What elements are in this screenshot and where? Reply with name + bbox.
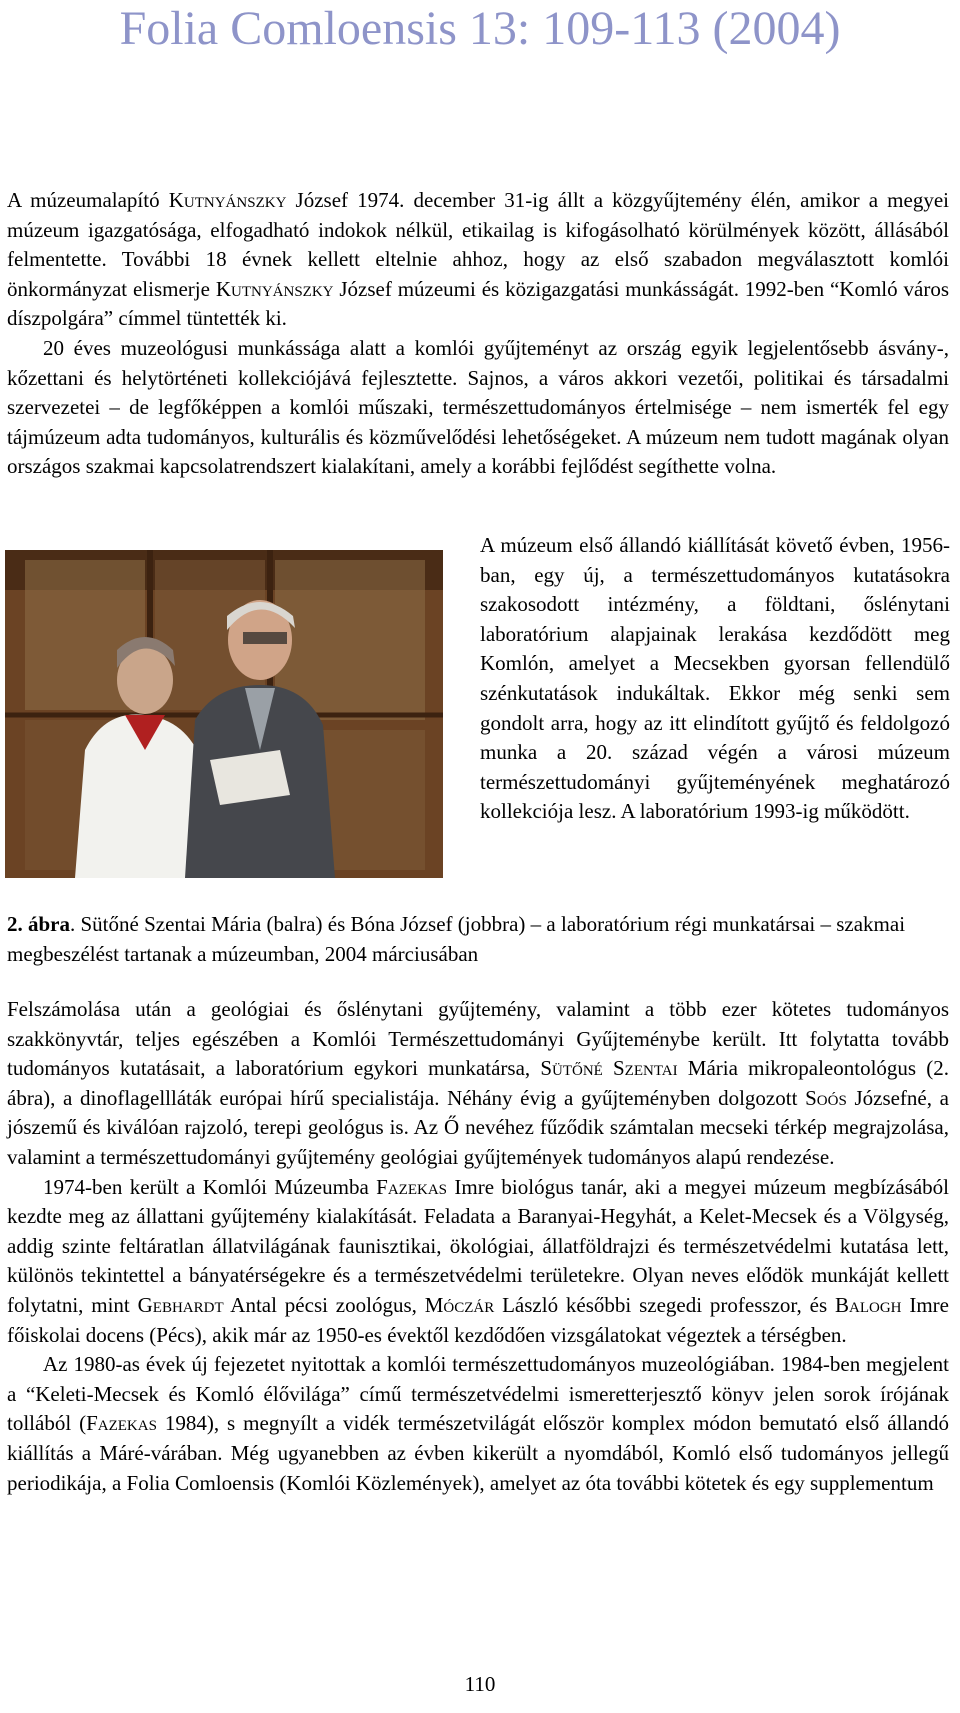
text-run: A múzeumalapító bbox=[7, 188, 169, 212]
author-name: Soós bbox=[805, 1085, 847, 1110]
author-name: Fazekas bbox=[86, 1411, 157, 1436]
figure-photo bbox=[5, 550, 443, 878]
right-column-text: A múzeum első állandó kiállítását követő évben, 1956-ban, egy új, a természettudományos kutatásokra szakosodott intézmény, a földtani, őslénytani laboratórium alapjainak lerakása kezdődött meg Komlón, amelyet a Mecsekben gyorsan fellendülő szénkutatások indukáltak. Ekkor még senki sem gondolt arra, hogy az itt elindított gyűjtő és feldolgozó munka a 20. század végén a városi múzeum természettudományi gyűjteményének meghatározó kollekciója lesz. A laboratórium 1993-ig működött. bbox=[480, 533, 950, 824]
photo-illustration bbox=[5, 550, 443, 878]
author-name: Balogh bbox=[834, 1292, 902, 1317]
paragraph-zoology bbox=[7, 1173, 949, 1351]
paragraph-1980s bbox=[7, 1350, 949, 1498]
text-run: Mária mikropaleontológus (2. ábra), a dinoflagellláták európai hírű specialistája. Néhány évig a gyűjteményben dolgozott bbox=[7, 1056, 949, 1110]
paragraph-dismissal bbox=[7, 186, 949, 334]
page-number: 110 bbox=[464, 1672, 496, 1696]
text-run: Felszámolása után a geológiai és őslénytani gyűjtemény, valamint a több ezer kötetes tudományos szakkönyvtár, teljes egészében a Komlói Természettudományi Gyűjteménybe került. Itt folytatta tovább tudományos kutatásait, a laboratórium egykori munkatársa, bbox=[7, 997, 949, 1081]
text-run: Józsefné, a jószemű és kiválóan rajzoló, terepi geológus is. Az Ő nevéhez fűződik számtalan mecseki térkép megrajzolása, valamint a természettudományi gyűjtemény geológiai gyűjtemények tudományos alapú rendezése. bbox=[7, 1085, 949, 1169]
text-run: 1984), s megnyílt a vidék természetvilágát először komplex módon bemutató első állandó kiállítás a Máré-várában. Még ugyanebben az évben kikerült a nyomdából, Komló első tudományos jellegű periodikája, a Folia Comloensis (Komlói Közlemények), amelyet az óta további kötetek és egy supplementum bbox=[7, 1411, 949, 1495]
author-name: Móczár bbox=[424, 1292, 495, 1317]
intro-text bbox=[7, 186, 949, 482]
journal-header: Folia Comloensis 13: 109-113 (2004) bbox=[119, 2, 841, 55]
figure-caption-text: . Sütőné Szentai Mária (balra) és Bóna József (jobbra) – a laboratórium régi munkatársai – szakmai megbeszélést tartanak a múzeumban, 2004 márciusában bbox=[7, 912, 906, 966]
text-run: 1974-ben került a Komlói Múzeumba bbox=[43, 1174, 377, 1199]
text-run: László későbbi szegedi professzor, és bbox=[494, 1292, 835, 1317]
text-run: Antal pécsi zoológus, bbox=[223, 1292, 425, 1317]
text-run: József 1974. december 31-ig állt a közgyűjtemény élén, amikor a megyei múzeum igazgatósága, elfogadható indokok nélkül, etikailag is kifogásolható körülmények között, állásából felmentette. További 18 évnek kellett eltelnie ahhoz, hogy az első szabadon megválasztott komlói önkormányzat elismerje bbox=[7, 188, 949, 301]
text-run: Imre főiskolai docens (Pécs), akik már az 1950-es évektől kezdődően vizsgálatokat végeztek a térségben. bbox=[7, 1292, 949, 1347]
figure-label: 2. ábra bbox=[7, 912, 70, 936]
text-run: Imre biológus tanár, aki a megyei múzeum megbízásából kezdte meg az állattani gyűjtemény kialakítását. Feladata a Baranyai-Hegyhát, a Kelet-Mecsek és a Völgység, addig szinte feltáratlan állatvilágának faunisztikai, ökológiai, állatföldrajzi és természetvédelmi kutatása lett, különös tekintettel a bányatérségekre és a természetvédelmi területekre. Olyan neves elődök munkáját kellett folytatni, mint bbox=[7, 1174, 949, 1317]
paragraph-museologist-work bbox=[7, 334, 949, 482]
text-run: Az 1980-as évek új fejezetet nyitottak a komlói természettudományos muzeológiában. 1984-ben megjelent a “Keleti-Mecsek és Komló élővilága” című természetvédelmi ismeretterjesztő könyv jelen sorok írójának tollából ( bbox=[7, 1352, 949, 1436]
author-name: Fazekas bbox=[376, 1174, 448, 1199]
body-text bbox=[7, 995, 949, 1498]
author-name: Sütőné Szentai bbox=[540, 1056, 678, 1081]
author-name: Kutnyánszky bbox=[215, 276, 334, 301]
paragraph-collection bbox=[7, 995, 949, 1173]
text-run: 20 éves muzeológusi munkássága alatt a komlói gyűjteményt az ország egyik legjelentősebb ásvány-, kőzettani és helytörténeti kollekciójává fejlesztette. Sajnos, a város akkori vezetői, politikai és társadalmi szervezetei – de legfőképpen a komlói műszaki, természettudományos értelmisége – nem ismerték fel egy tájmúzeum adta tudományos, kulturális és közművelődési lehetőségeket. A múzeum nem tudott magának olyan országos szakmai kapcsolatrendszert kialakítani, amely a korábbi fejlődést segíthette volna. bbox=[7, 335, 949, 479]
figure-caption bbox=[7, 910, 949, 969]
author-name: Gebhardt bbox=[137, 1292, 224, 1317]
text-run: József múzeumi és közigazgatási munkásságát. 1992-ben “Komló város díszpolgára” címmel tüntették ki. bbox=[7, 276, 949, 331]
author-name: Kutnyánszky bbox=[168, 188, 287, 212]
